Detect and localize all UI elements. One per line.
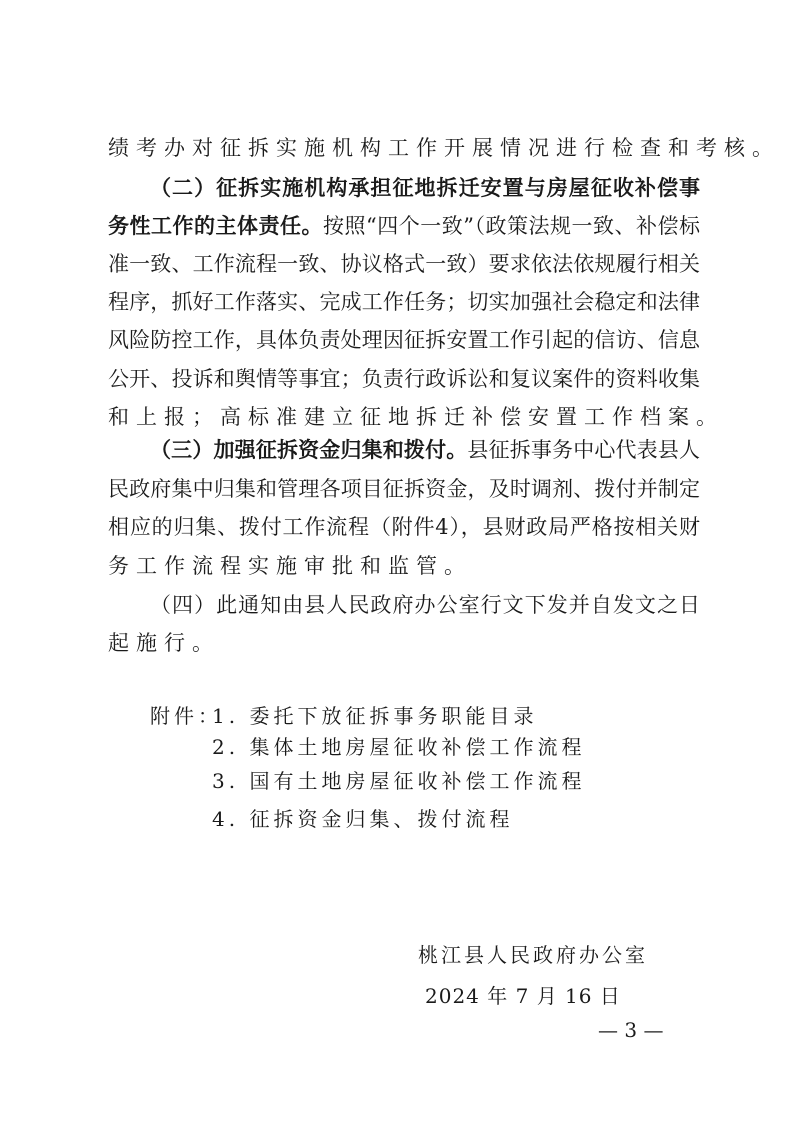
- attachments-label: 附件：: [150, 704, 222, 728]
- line-text: 起施行。: [108, 631, 220, 655]
- body-line: [108, 630, 700, 656]
- line-text: 县征拆事务中心代表县人: [467, 438, 701, 462]
- issuer-name: 桃江县人民政府办公室: [418, 943, 648, 967]
- line-text: 相应的归集、拨付工作流程（附件4），县财政局严格按相关财: [108, 515, 700, 539]
- line-text: 程序，抓好工作落实、完成工作任务；切实加强社会稳定和法律: [108, 290, 700, 314]
- line-text: 公开、投诉和舆情等事宜；负责行政诉讼和复议案件的资料收集: [108, 367, 700, 391]
- line-text: 绩考办对征拆实施机构工作开展情况进行检查和考核。: [108, 136, 780, 160]
- line-text: 风险防控工作，具体负责处理因征拆安置工作引起的信访、信息: [108, 328, 700, 352]
- line-text: 务工作流程实施审批和监管。: [108, 554, 472, 578]
- issue-date: 2024 年 7 月 16 日: [425, 984, 621, 1008]
- page-number: — 3 —: [598, 1018, 664, 1042]
- body-line: [108, 213, 700, 239]
- body-line: [108, 289, 700, 315]
- attachment-item: 2. 集体土地房屋征收补偿工作流程: [212, 735, 586, 759]
- attachment-item: 1. 委托下放征拆事务职能目录: [212, 704, 538, 728]
- body-line: [108, 476, 700, 502]
- attachment-item: 3. 国有土地房屋征收补偿工作流程: [212, 769, 586, 793]
- section-2-heading: [150, 175, 700, 201]
- section-3-heading: [150, 437, 700, 463]
- line-text: （四）此通知由县人民政府办公室行文下发并自发文之日: [150, 593, 700, 617]
- body-line: [108, 366, 700, 392]
- body-line: [108, 553, 700, 579]
- body-line: [108, 404, 724, 430]
- line-text: 民政府集中归集和管理各项目征拆资金，及时调剂、拨付并制定: [108, 477, 700, 501]
- line-text: 按照“四个一致”（政策法规一致、补偿标: [323, 214, 700, 238]
- line-bold-text: （二）征拆实施机构承担征地拆迁安置与房屋征收补偿事: [150, 175, 700, 200]
- section-4-line: [150, 592, 700, 618]
- body-line: [108, 135, 780, 161]
- line-bold-text: （三）加强征拆资金归集和拨付。: [150, 437, 468, 462]
- body-line: [108, 327, 700, 353]
- body-line: [108, 251, 700, 277]
- body-line: [108, 514, 700, 540]
- line-text: 和上报；高标准建立征地拆迁补偿安置工作档案。: [108, 405, 724, 429]
- line-bold-text: 务性工作的主体责任。: [108, 213, 324, 238]
- attachment-item: 4. 征拆资金归集、拨付流程: [212, 807, 514, 831]
- line-text: 准一致、工作流程一致、协议格式一致）要求依法依规履行相关: [108, 252, 700, 276]
